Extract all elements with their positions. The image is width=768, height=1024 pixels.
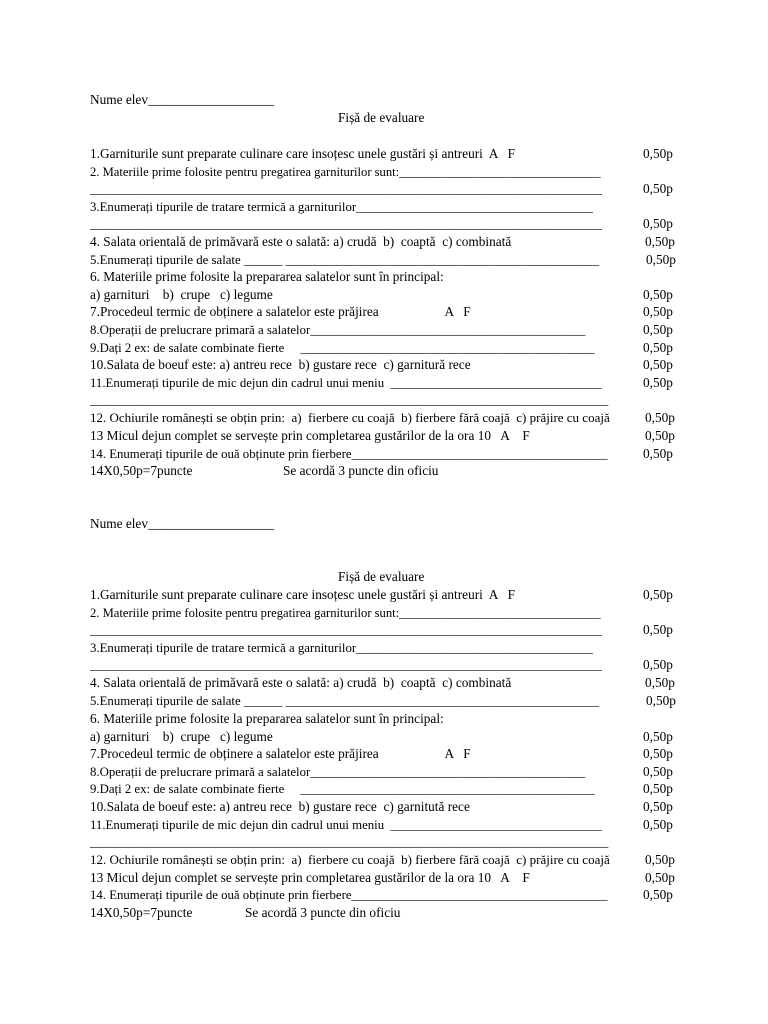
points-label: 0,50p (643, 304, 673, 319)
points-label: 0,50p (643, 887, 673, 902)
points-label: 0,50p (645, 870, 675, 885)
answer-line: ________________________________________________________________________________ (90, 658, 602, 672)
points-label: 0,50p (643, 216, 673, 231)
question-line: 14. Enumerați tipurile de ouă obținute prin fierbere________________________________________ (90, 888, 608, 902)
total-points: 14X0,50p=7puncte (90, 905, 193, 920)
question-line: 12. Ochiurile românești se obțin prin: a) fierbere cu coajă b) fierbere fără coajă c) prăjire cu coajă (90, 852, 610, 867)
sheet-title: Fișă de evaluare (338, 569, 425, 584)
points-label: 0,50p (643, 146, 673, 161)
answer-line: ________________________________________________________________________________ (90, 217, 602, 231)
question-line: 4. Salata orientală de primăvară este o salată: a) crudă b) coaptă c) combinată (90, 675, 512, 690)
points-label: 0,50p (643, 746, 673, 761)
question-line: 6. Materiile prime folosite la prepararea salatelor sunt în principal: (90, 269, 444, 284)
question-line: 5.Enumerați tipurile de salate ______ _________________________________________________ (90, 694, 599, 708)
question-line: 1.Garniturile sunt preparate culinare care insoțesc unele gustări și antreuri A F (90, 587, 515, 602)
question-line: 11.Enumerați tipurile de mic dejun din cadrul unui meniu _________________________________ (90, 818, 602, 832)
question-line: 3.Enumerați tipurile de tratare termică a garniturilor_____________________________________ (90, 200, 593, 214)
points-label: 0,50p (643, 287, 673, 302)
points-label: 0,50p (643, 657, 673, 672)
points-label: 0,50p (645, 410, 675, 425)
question-line: 9.Dați 2 ex: de salate combinate fierte ______________________________________________ (90, 782, 595, 796)
question-line: a) garnituri b) crupe c) legume (90, 729, 273, 744)
question-line: 7.Procedeul termic de obținere a salatelor este prăjirea A F (90, 304, 471, 319)
question-line: 3.Enumerați tipurile de tratare termică a garniturilor_____________________________________ (90, 641, 593, 655)
student-name-line: Nume elev___________________ (90, 92, 275, 107)
question-line: 2. Materiile prime folosite pentru pregatirea garniturilor sunt:________________________________ (90, 165, 601, 179)
points-label: 0,50p (643, 622, 673, 637)
question-line: 13 Micul dejun complet se servește prin completarea gustărilor de la ora 10 A F (90, 870, 530, 885)
points-label: 0,50p (646, 252, 676, 267)
question-line: 6. Materiile prime folosite la prepararea salatelor sunt în principal: (90, 711, 444, 726)
student-name-line: Nume elev___________________ (90, 516, 275, 531)
question-line: 13 Micul dejun complet se servește prin completarea gustărilor de la ora 10 A F (90, 428, 530, 443)
points-label: 0,50p (643, 764, 673, 779)
points-label: 0,50p (645, 852, 675, 867)
question-line: 9.Dați 2 ex: de salate combinate fierte ______________________________________________ (90, 341, 595, 355)
question-line: 4. Salata orientală de primăvară este o salată: a) crudă b) coaptă c) combinată (90, 234, 512, 249)
question-line: 8.Operații de prelucrare primară a salatelor___________________________________________ (90, 765, 586, 779)
question-line: 14. Enumerați tipurile de ouă obținute prin fierbere________________________________________ (90, 447, 608, 461)
points-label: 0,50p (643, 729, 673, 744)
question-line: 2. Materiile prime folosite pentru pregatirea garniturilor sunt:________________________________ (90, 606, 601, 620)
question-line: a) garnituri b) crupe c) legume (90, 287, 273, 302)
points-label: 0,50p (643, 375, 673, 390)
points-label: 0,50p (643, 446, 673, 461)
answer-line: ________________________________________________________________________________ (90, 623, 602, 637)
answer-line: _________________________________________________________________________________ (90, 835, 609, 849)
points-label: 0,50p (645, 675, 675, 690)
answer-line: _________________________________________________________________________________ (90, 393, 609, 407)
points-label: 0,50p (643, 322, 673, 337)
points-label: 0,50p (643, 817, 673, 832)
points-label: 0,50p (643, 340, 673, 355)
bonus-points-note: Se acordă 3 puncte din oficiu (283, 463, 439, 478)
points-label: 0,50p (643, 357, 673, 372)
question-line: 10.Salata de boeuf este: a) antreu rece b) gustare rece c) garnitură rece (90, 357, 471, 372)
points-label: 0,50p (643, 587, 673, 602)
total-points: 14X0,50p=7puncte (90, 463, 193, 478)
points-label: 0,50p (645, 428, 675, 443)
points-label: 0,50p (643, 781, 673, 796)
sheet-title: Fișă de evaluare (338, 110, 425, 125)
question-line: 1.Garniturile sunt preparate culinare care insoțesc unele gustări și antreuri A F (90, 146, 515, 161)
points-label: 0,50p (645, 234, 675, 249)
question-line: 11.Enumerați tipurile de mic dejun din cadrul unui meniu _________________________________ (90, 376, 602, 390)
question-line: 8.Operații de prelucrare primară a salatelor___________________________________________ (90, 323, 586, 337)
points-label: 0,50p (643, 181, 673, 196)
answer-line: ________________________________________________________________________________ (90, 182, 602, 196)
question-line: 10.Salata de boeuf este: a) antreu rece b) gustare rece c) garnitută rece (90, 799, 470, 814)
points-label: 0,50p (646, 693, 676, 708)
question-line: 5.Enumerați tipurile de salate ______ _________________________________________________ (90, 253, 599, 267)
bonus-points-note: Se acordă 3 puncte din oficiu (245, 905, 401, 920)
points-label: 0,50p (643, 799, 673, 814)
question-line: 12. Ochiurile românești se obțin prin: a) fierbere cu coajă b) fierbere fără coajă c) prăjire cu coajă (90, 410, 610, 425)
question-line: 7.Procedeul termic de obținere a salatelor este prăjirea A F (90, 746, 471, 761)
